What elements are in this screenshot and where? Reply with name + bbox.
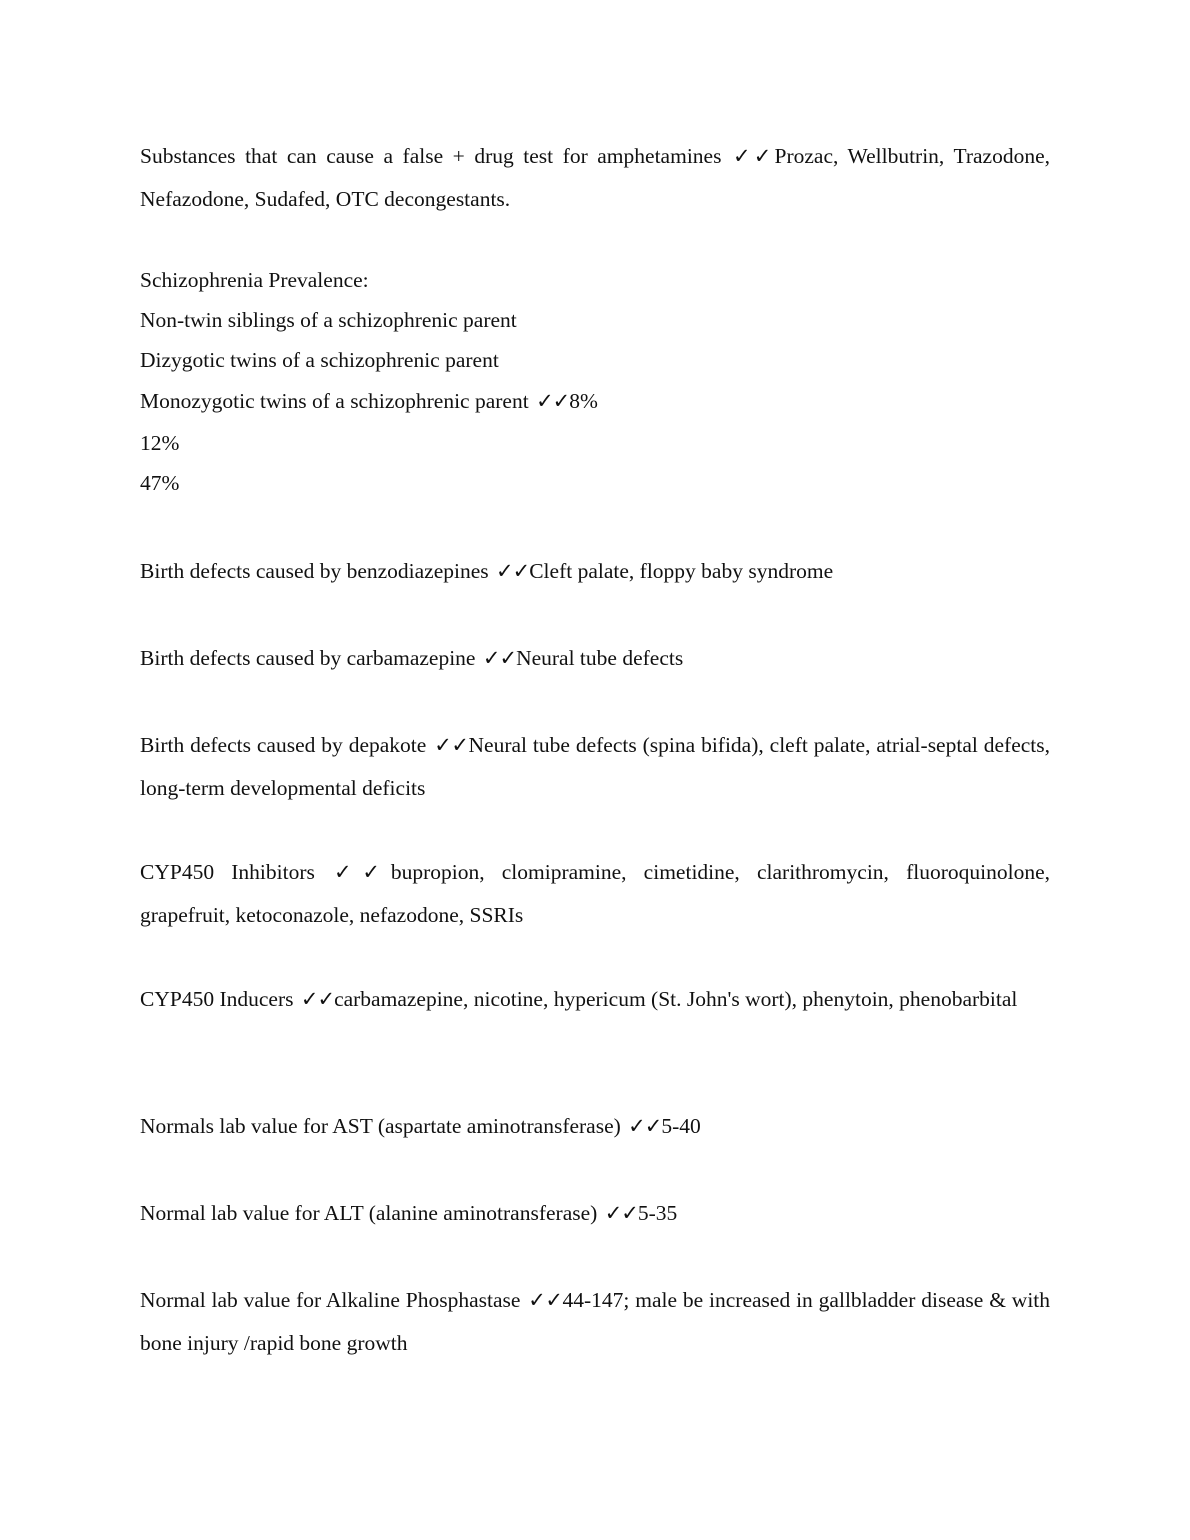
answer-text: Prozac, Wellbutrin, Trazodone, Nefazodone, Sudafed, OTC decongestants. <box>140 144 1050 211</box>
flashcard-entry-schizophrenia <box>140 260 1050 503</box>
answer-text: 5-35 <box>637 1201 678 1225</box>
question-text: Normal lab value for Alkaline Phosphastase <box>140 1288 521 1312</box>
question-line: Non-twin siblings of a schizophrenic parent <box>140 308 517 332</box>
answer-line: 8% <box>569 389 598 413</box>
flashcard-entry-alt <box>140 1192 1050 1235</box>
question-text: CYP450 Inhibitors <box>140 860 315 884</box>
double-check-icon: ✓✓ <box>334 860 391 884</box>
double-check-icon: ✓✓ <box>528 1288 563 1312</box>
answer-text: 5-40 <box>661 1114 701 1138</box>
question-text: Birth defects caused by carbamazepine <box>140 646 476 670</box>
flashcard-entry-carbamazepine <box>140 637 1050 680</box>
answer-text: 44-147; male be increased in gallbladder disease & with bone injury /rapid bone growth <box>140 1288 1051 1355</box>
question-text: CYP450 Inducers <box>140 987 294 1011</box>
answer-line: 47% <box>140 471 180 495</box>
flashcard-entry-alkaline-phosphatase <box>140 1279 1050 1365</box>
double-check-icon: ✓✓ <box>604 1201 638 1225</box>
question-text: Normal lab value for ALT (alanine aminotransferase) <box>140 1201 598 1225</box>
answer-line: 12% <box>140 431 180 455</box>
flashcard-entry-benzodiazepines <box>140 550 1050 593</box>
double-check-icon: ✓✓ <box>536 389 570 413</box>
question-line: Dizygotic twins of a schizophrenic parent <box>140 348 499 372</box>
flashcard-entry-cyp450-inhibitors <box>140 851 1050 937</box>
flashcard-entry-depakote <box>140 724 1050 810</box>
question-text: Substances that can cause a false + drug test for amphetamines <box>140 144 722 168</box>
question-line: Schizophrenia Prevalence: <box>140 268 369 292</box>
question-text: Birth defects caused by benzodiazepines <box>140 559 489 583</box>
answer-text: Neural tube defects (spina bifida), cleft palate, atrial-septal defects, long-term developmental deficits <box>140 733 1051 800</box>
double-check-icon: ✓✓ <box>434 733 469 757</box>
answer-text: bupropion, clomipramine, cimetidine, clarithromycin, fluoroquinolone, grapefruit, ketoconazole, nefazodone, SSRIs <box>140 860 1050 927</box>
question-answer-line <box>140 380 1050 423</box>
double-check-icon: ✓✓ <box>496 559 530 583</box>
double-check-icon: ✓✓ <box>628 1114 662 1138</box>
flashcard-entry-ast <box>140 1105 1050 1148</box>
question-line: Monozygotic twins of a schizophrenic parent <box>140 389 529 413</box>
question-text: Birth defects caused by depakote <box>140 733 427 757</box>
flashcard-entry-cyp450-inducers <box>140 978 1050 1021</box>
answer-text: Neural tube defects <box>516 646 684 670</box>
double-check-icon: ✓✓ <box>732 144 775 168</box>
double-check-icon: ✓✓ <box>482 646 517 670</box>
double-check-icon: ✓✓ <box>300 987 335 1011</box>
question-text: Normals lab value for AST (aspartate aminotransferase) <box>140 1114 621 1138</box>
answer-text: carbamazepine, nicotine, hypericum (St. John's wort), phenytoin, phenobarbital <box>334 987 1018 1011</box>
answer-text: Cleft palate, floppy baby syndrome <box>529 559 834 583</box>
flashcard-entry-amphetamines <box>140 135 1050 221</box>
